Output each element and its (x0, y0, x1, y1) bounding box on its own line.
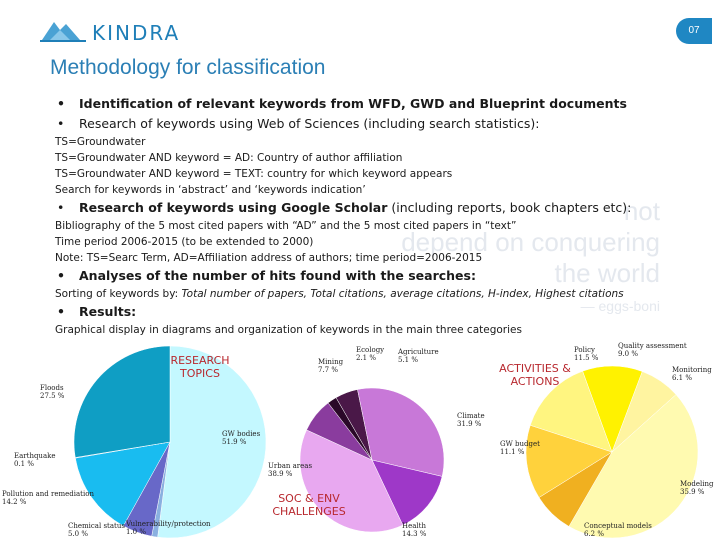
slice-label: Earthquake 0.1 % (14, 452, 56, 468)
logo-text: KINDRA (92, 21, 181, 45)
graphical-line: Graphical display in diagrams and organization of keywords in the main three categories (55, 324, 522, 336)
slice-label: Health 14.3 % (402, 522, 427, 538)
bullet-results: • Results: (57, 304, 137, 319)
watermark-attribution: — eggs-boni (580, 298, 660, 314)
slice-label: Urban areas 38.9 % (268, 462, 313, 478)
slice-label: Quality assessment 9.0 % (618, 342, 687, 358)
slice-label: Modeling 35.9 % (680, 480, 714, 496)
slice-label: Policy 11.5 % (574, 346, 599, 362)
bullet-wfd-keywords: • Identification of relevant keywords from WFD, GWD and Blueprint documents (57, 96, 627, 111)
gs-line-2: Time period 2006-2015 (to be extended to 2000) (55, 236, 314, 248)
page-number: 07 (676, 18, 712, 44)
ts-line-2: TS=Groundwater AND keyword = AD: Country of author affiliation (55, 152, 403, 164)
page-title: Methodology for classification (50, 56, 326, 79)
soc-env-title: SOC & ENV CHALLENGES (272, 492, 346, 518)
sorting-line: Sorting of keywords by: Total number of papers, Total citations, average citations, H-index, Highest citations (55, 288, 624, 300)
slice-label: Agriculture 5.1 % (398, 348, 439, 364)
slice-label: Ecology 2.1 % (356, 346, 385, 362)
bullet-analyses: • Analyses of the number of hits found with the searches: (57, 268, 476, 283)
watermark-text: not depend on conquering the world (401, 196, 660, 288)
ts-line-1: TS=Groundwater (55, 136, 146, 148)
activities-title: ACTIVITIES & ACTIONS (499, 362, 571, 388)
slice-label: Mining 7.7 % (318, 358, 344, 374)
gs-line-1: Bibliography of the 5 most cited papers with “AD” and the 5 most cited papers in “text” (55, 220, 517, 232)
content-body (55, 94, 715, 338)
slice-label: Vulnerability/protection 1.0 % (126, 520, 211, 536)
bullet-web-of-science: • Research of keywords using Web of Sciences (including search statistics): (57, 116, 540, 131)
slice-label: Floods 27.5 % (40, 384, 65, 400)
bullet-google-scholar: • Research of keywords using Google Scholar (including reports, book chapters etc): (57, 200, 632, 215)
research-topics-title: RESEARCH TOPICS (170, 354, 230, 380)
gs-line-3: Note: TS=Searc Term, AD=Affiliation address of authors; time period=2006-2015 (55, 252, 483, 264)
ts-line-3: TS=Groundwater AND keyword = TEXT: country for which keyword appears (55, 168, 453, 180)
slice-label: Pollution and remediation 14.2 % (2, 490, 94, 506)
pie-slice-0-5 (74, 346, 170, 458)
logo-mark-icon (40, 16, 88, 44)
slice-label: Chemical status 5.0 % (68, 522, 125, 538)
charts-area (0, 340, 720, 540)
kindra-logo (40, 14, 190, 50)
slice-label: GW bodies 51.9 % (222, 430, 261, 446)
slice-label: Climate 31.9 % (457, 412, 485, 428)
slice-label: GW budget 11.1 % (500, 440, 540, 456)
slice-label: Conceptual models 6.2 % (584, 522, 652, 538)
slice-label: Monitoring 6.1 % (672, 366, 712, 382)
research-topics-pie (0, 340, 720, 540)
ts-line-4: Search for keywords in ‘abstract’ and ‘keywords indication’ (55, 184, 366, 196)
